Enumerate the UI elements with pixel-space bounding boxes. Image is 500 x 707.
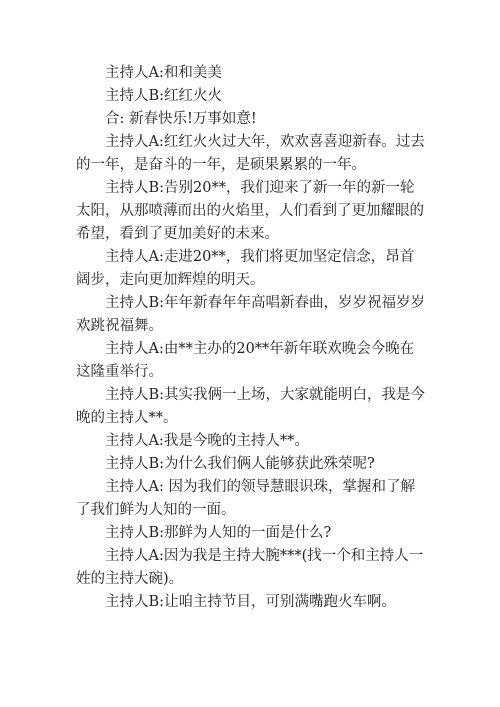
paragraph-11: 主持人B:为什么我们俩人能够获此殊荣呢? <box>105 456 375 472</box>
paragraph-6: 主持人A:走进20**，我们将更加坚定信念，昂首阔步，走向更加辉煌的明天。 <box>76 249 415 288</box>
paragraph-15: 主持人B:让咱主持节目，可别满嘴跑火车啊。 <box>105 594 397 610</box>
paragraph-10: 主持人A:我是今晚的主持人**。 <box>105 433 309 449</box>
paragraph-13: 主持人B:那鲜为人知的一面是什么? <box>105 525 332 541</box>
document-body <box>76 62 428 614</box>
paragraph-4: 主持人A:红红火火过大年，欢欢喜喜迎新春。过去的一年，是奋斗的一年，是硕果累累的一年。 <box>76 134 425 173</box>
paragraph-5: 主持人B:告别20**，我们迎来了新一年的新一轮太阳，从那喷薄而出的火焰里，人们看到了更加耀眼的希望，看到了更加美好的未来。 <box>76 180 424 242</box>
paragraph-8: 主持人A:由**主办的20**年新年联欢晚会今晚在这隆重举行。 <box>76 341 415 380</box>
paragraph-3: 合: 新春快乐!万事如意! <box>105 111 257 127</box>
paragraph-1: 主持人A:和和美美 <box>105 65 222 81</box>
paragraph-14: 主持人A:因为我是主持大腕***(找一个和主持人一姓的主持大碗)。 <box>76 548 424 587</box>
paragraph-9: 主持人B:其实我俩一上场，大家就能明白，我是今晚的主持人**。 <box>76 387 426 426</box>
paragraph-12: 主持人A: 因为我们的领导慧眼识珠，掌握和了解了我们鲜为人知的一面。 <box>76 479 415 518</box>
paragraph-7: 主持人B:年年新春年年高唱新春曲，岁岁祝福岁岁欢跳祝福舞。 <box>76 295 426 334</box>
paragraph-2: 主持人B:红红火火 <box>105 88 223 104</box>
